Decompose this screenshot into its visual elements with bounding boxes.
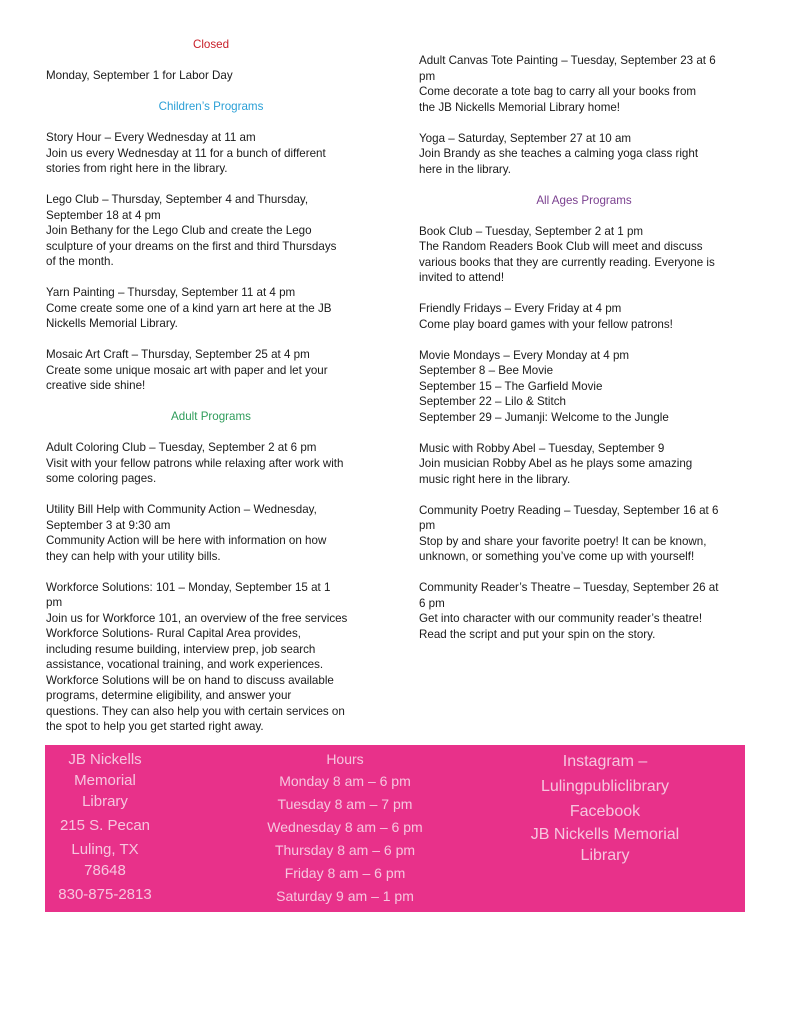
event-item (419, 224, 749, 286)
hours-heading: Hours (326, 751, 364, 767)
event-description: the spot to help you get started right away. (46, 720, 264, 733)
address-line: 78648 (84, 862, 126, 879)
event-description: some coloring pages. (46, 472, 157, 485)
event-description: Join us for Workforce 101, an overview of the free services (46, 611, 348, 625)
phone-number: 830-875-2813 (58, 886, 152, 903)
address-line: Library (82, 793, 128, 810)
social-line: Library (580, 847, 630, 864)
event-title: Adult Canvas Tote Painting – Tuesday, September 23 at 6 (419, 54, 716, 67)
event-title: Community Reader’s Theatre – Tuesday, September 26 at (419, 581, 719, 594)
event-description: Workforce Solutions will be on hand to discuss available (46, 673, 334, 687)
event-description: various books that they are currently reading. Everyone is (419, 255, 715, 269)
event-item (419, 580, 749, 642)
event-description: The Random Readers Book Club will meet and discuss (419, 240, 703, 253)
event-description: of the month. (46, 255, 114, 268)
event-description: September 8 – Bee Movie (419, 364, 554, 377)
library-hours (245, 749, 445, 908)
childrens-programs-heading: Children’s Programs (158, 100, 264, 113)
event-description: creative side shine! (46, 379, 146, 392)
event-title: Adult Coloring Club – Tuesday, September 2 at 6 pm (46, 441, 317, 454)
event-description: Visit with your fellow patrons while relaxing after work with (46, 456, 344, 470)
event-description: Workforce Solutions- Rural Capital Area provides, (46, 627, 301, 640)
event-item (46, 580, 376, 735)
event-title: Workforce Solutions: 101 – Monday, September 15 at 1 (46, 580, 331, 594)
event-item (419, 348, 749, 426)
event-item (419, 131, 749, 178)
hours-row: Wednesday 8 am – 6 pm (267, 819, 423, 835)
event-description: Come create some one of a kind yarn art here at the JB (46, 301, 332, 315)
hours-row: Tuesday 8 am – 7 pm (277, 796, 413, 812)
event-description: September 22 – Lilo & Stitch (419, 395, 566, 408)
address-line: Luling, TX (71, 841, 139, 858)
social-line: Facebook (569, 803, 641, 820)
event-description: Get into character with our community reader’s theatre! (419, 612, 703, 625)
event-description: questions. They can also help you with certain services on (46, 704, 345, 718)
all-ages-programs-list (419, 224, 749, 643)
event-title: 6 pm (419, 596, 445, 610)
event-title: September 3 at 9:30 am (46, 518, 171, 532)
social-line: Lulingpubliclibrary (540, 778, 670, 795)
event-description: they can help with your utility bills. (46, 549, 221, 563)
event-title: Yoga – Saturday, September 27 at 10 am (419, 131, 632, 145)
event-description: Come decorate a tote bag to carry all your books from (419, 85, 697, 98)
hours-row: Thursday 8 am – 6 pm (274, 842, 416, 858)
adult-programs-continued-list (419, 53, 749, 193)
event-description: assistance, vocational training, and work experiences. (46, 658, 324, 671)
event-title: Yarn Painting – Thursday, September 11 at 4 pm (46, 286, 296, 299)
social-line: Instagram – (562, 753, 648, 770)
event-title: Community Poetry Reading – Tuesday, September 16 at 6 (419, 503, 719, 517)
event-description: Nickells Memorial Library. (46, 317, 178, 330)
childrens-programs-list (46, 130, 376, 409)
event-item (46, 285, 376, 332)
social-line: JB Nickells Memorial (530, 826, 680, 843)
event-title: Movie Mondays – Every Monday at 4 pm (419, 348, 630, 362)
event-description: here in the library. (419, 162, 511, 176)
event-item (419, 503, 749, 565)
event-item (419, 53, 749, 115)
event-description: programs, determine eligibility, and answer your (46, 689, 292, 702)
event-description: sculpture of your dreams on the first and third Thursdays (46, 239, 337, 253)
event-description: Join Brandy as she teaches a calming yoga class right (419, 147, 699, 160)
event-description: Join us every Wednesday at 11 for a bunch of different (46, 146, 326, 160)
adult-programs-list (46, 440, 376, 735)
closed-heading: Closed (192, 38, 230, 51)
left-column (46, 37, 376, 735)
hours-row: Monday 8 am – 6 pm (279, 773, 411, 789)
event-title: Story Hour – Every Wednesday at 11 am (46, 131, 256, 144)
event-title: pm (46, 596, 63, 609)
event-description: Community Action will be here with information on how (46, 534, 327, 547)
event-title: Utility Bill Help with Community Action – Wednesday, (46, 503, 317, 516)
all-ages-programs-heading: All Ages Programs (536, 193, 632, 207)
event-description: September 15 – The Garfield Movie (419, 379, 603, 393)
event-description: including resume building, interview prep, job search (46, 642, 316, 656)
event-title: Lego Club – Thursday, September 4 and Thursday, (46, 193, 309, 206)
event-title: pm (419, 519, 436, 532)
event-item (46, 347, 376, 394)
event-title: Mosaic Art Craft – Thursday, September 25 at 4 pm (46, 348, 310, 361)
library-info-footer (45, 745, 745, 912)
event-item (419, 301, 749, 332)
event-item (46, 192, 376, 270)
adult-programs-heading: Adult Programs (171, 410, 251, 423)
address-line: 215 S. Pecan (59, 817, 151, 834)
event-description: September 29 – Jumanji: Welcome to the Jungle (419, 410, 669, 424)
event-title: pm (419, 69, 436, 83)
event-item (46, 440, 376, 487)
hours-row: Saturday 9 am – 1 pm (276, 888, 414, 904)
event-title: Music with Robby Abel – Tuesday, September 9 (419, 441, 665, 455)
event-description: stories from right here in the library. (46, 162, 228, 175)
event-item (46, 130, 376, 177)
library-social (505, 749, 705, 866)
event-item (419, 441, 749, 488)
event-title: Friendly Fridays – Every Friday at 4 pm (419, 302, 622, 315)
closed-text: Monday, September 1 for Labor Day (46, 69, 233, 82)
hours-row: Friday 8 am – 6 pm (284, 865, 406, 881)
event-item (46, 502, 376, 564)
event-description: unknown, or something you’ve come up with yourself! (419, 550, 695, 563)
event-description: the JB Nickells Memorial Library home! (419, 100, 621, 114)
event-description: Create some unique mosaic art with paper and let your (46, 363, 328, 377)
event-description: Join Bethany for the Lego Club and create the Lego (46, 224, 312, 237)
library-address (45, 749, 165, 905)
event-description: Stop by and share your favorite poetry! It can be known, (419, 534, 707, 548)
event-title: Book Club – Tuesday, September 2 at 1 pm (419, 224, 644, 238)
event-description: invited to attend! (419, 271, 505, 284)
right-column (419, 53, 749, 642)
event-title: September 18 at 4 pm (46, 208, 161, 222)
event-description: Read the script and put your spin on the story. (419, 627, 656, 641)
event-description: music right here in the library. (419, 472, 571, 486)
address-line: JB Nickells (68, 751, 142, 768)
event-description: Come play board games with your fellow patrons! (419, 317, 673, 331)
event-description: Join musician Robby Abel as he plays some amazing (419, 457, 693, 470)
address-line: Memorial (74, 772, 136, 789)
